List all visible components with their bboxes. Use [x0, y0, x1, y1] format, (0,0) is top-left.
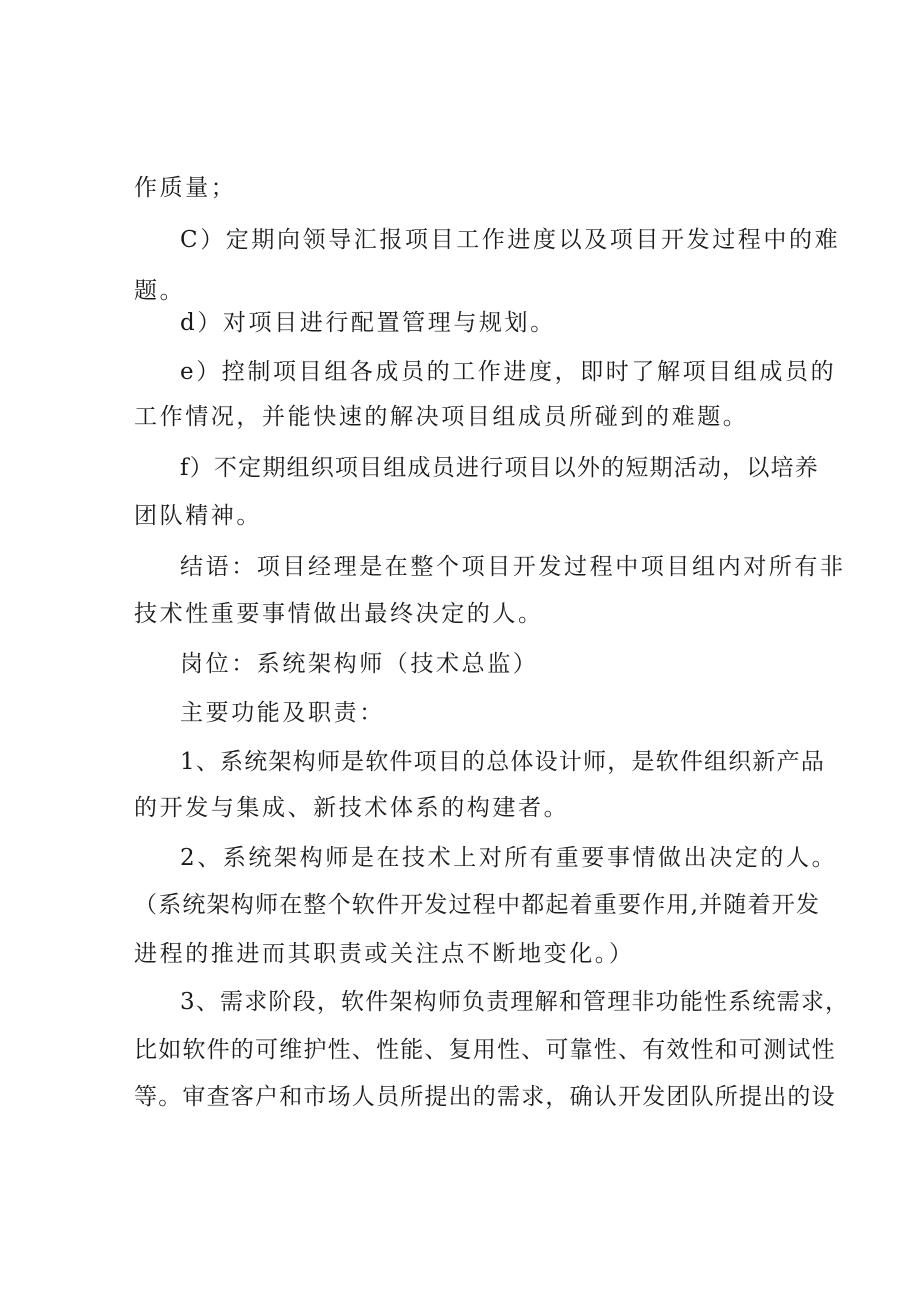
text-line: 题。 — [134, 278, 186, 304]
text-line: 进程的推进而其职责或关注点不断地变化。） — [134, 941, 635, 967]
text-line: 的开发与集成、新技术体系的构建者。 — [134, 795, 570, 821]
text-line: d）对项目进行配置管理与规划。 — [180, 310, 556, 336]
text-line: 工作情况，并能快速的解决项目组成员所碰到的难题。 — [134, 404, 749, 430]
text-line: C）定期向领导汇报项目工作进度以及项目开发过程中的难 — [180, 227, 841, 253]
text-line: 3、需求阶段，软件架构师负责理解和管理非功能性系统需求， — [180, 989, 850, 1015]
text-line: 2、系统架构师是在技术上对所有重要事情做出决定的人。 — [180, 845, 838, 871]
text-line: e）控制项目组各成员的工作进度，即时了解项目组成员的 — [180, 359, 837, 385]
text-line: 结语：项目经理是在整个项目开发过程中项目组内对所有非 — [180, 554, 846, 580]
text-line: 比如软件的可维护性、性能、复用性、可靠性、有效性和可测试性 — [134, 1037, 836, 1063]
text-line: 1、系统架构师是软件项目的总体设计师，是软件组织新产品 — [180, 749, 826, 775]
text-line: （系统架构师在整个软件开发过程中都起着重要作用,并随着开发 — [134, 892, 821, 918]
text-line: f）不定期组织项目组成员进行项目以外的短期活动，以培养 — [180, 455, 819, 481]
text-line: 主要功能及职责： — [180, 700, 385, 726]
text-line: 岗位：系统架构师（技术总监） — [180, 651, 539, 677]
text-line: 等。审查客户和市场人员所提出的需求，确认开发团队所提出的设 — [134, 1084, 836, 1110]
text-line: 作质量； — [134, 175, 237, 201]
text-line: 技术性重要事情做出最终决定的人。 — [134, 601, 544, 627]
text-line: 团队精神。 — [134, 503, 262, 529]
